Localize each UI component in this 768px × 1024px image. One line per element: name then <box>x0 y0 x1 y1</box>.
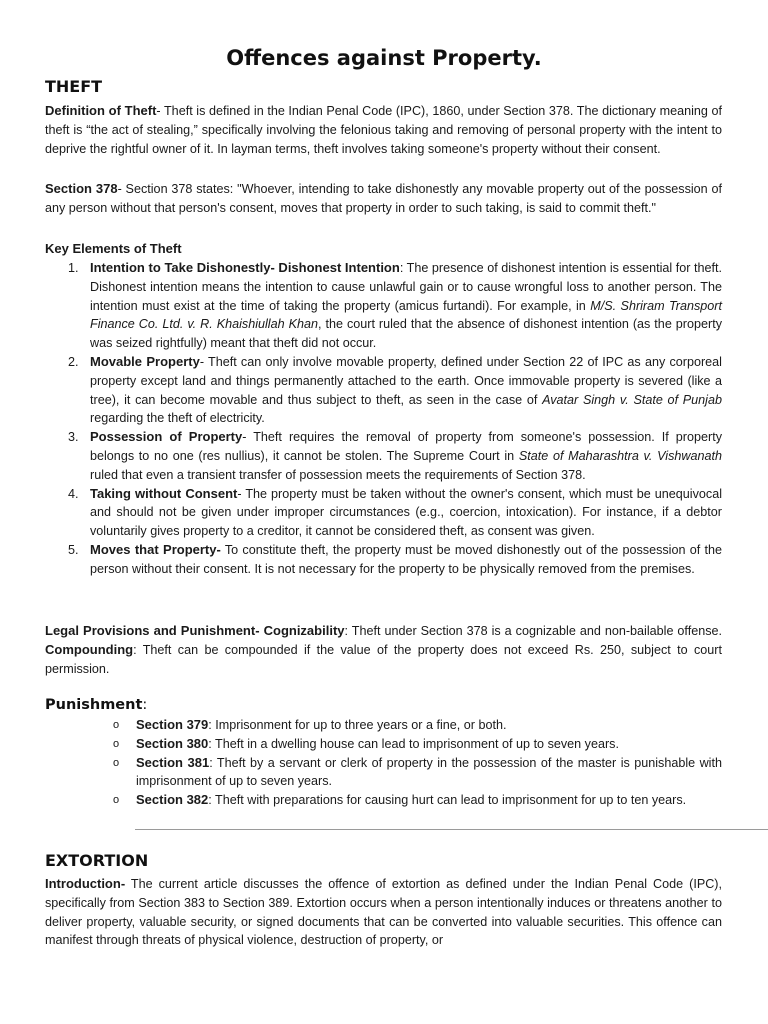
key-element-item: 4. Taking without Consent- The property must be taken without the owner's consent, which must be unequivocal and should not be given under improper circumstances (e.g., coercion, intoxication). For instance, if a debtor voluntarily gives property to a creditor, it cannot be considered theft, as consent was given. <box>68 485 722 539</box>
punishment-item: o Section 380: Theft in a dwelling house can lead to imprisonment of up to seven years. <box>45 735 722 754</box>
definition-text: - Theft is defined in the Indian Penal Code (IPC), 1860, under Section 378. The dictionary meaning of theft is “the act of stealing,” specifically involving the felonious taking and removing of personal property with the intent to deprive the rightful owner of it. In layman terms, theft involves taking someone's property without their consent. <box>45 104 723 156</box>
section-label: Section 382 <box>136 792 209 808</box>
bullet-icon: o <box>113 737 120 750</box>
key-element-label: Movable Property <box>90 353 200 369</box>
legal-provisions-label: Legal Provisions and Punishment- Cognizability <box>45 623 345 638</box>
punishment-list <box>45 716 722 810</box>
page-title: Offences against Property. <box>226 46 542 70</box>
bullet-icon: o <box>113 756 120 769</box>
extortion-intro-paragraph: Introduction- The current article discusses the offence of extortion as defined under the Indian Penal Code (IPC), specifically from Section 383 to Section 389. Extortion occurs when a person intentionally induces or threatens another to deliver property, valuable security, or signed documents that can be converted into valuable securities. This offence can manifest through threats of physical violence, destruction of property, or <box>45 876 722 948</box>
bullet-icon: o <box>113 719 120 731</box>
punishment-heading: Punishment: <box>45 697 148 713</box>
section-label: Section 381 <box>136 754 210 770</box>
bullet-icon: o <box>113 794 120 807</box>
horizontal-divider <box>135 829 768 830</box>
case-name: State of Maharashtra v. Vishwanath <box>518 448 722 463</box>
case-name: M/S. Shriram Transport Finance Co. Ltd. v. R. Khaishiullah Khan <box>90 298 722 332</box>
case-name: Avatar Singh v. State of Punjab <box>542 392 722 407</box>
key-element-item: 2. Movable Property- Theft can only involve movable property, defined under Section 22 of IPC as any corporeal property except land and things permanently attached to the earth. Once immovable property is severed (like a tree), it can become movable and thus subject to theft, as seen in the case of Avatar Singh v. State of Punjab regarding the theft of electricity. <box>68 353 722 426</box>
punishment-item: o Section 379: Imprisonment for up to three years or a fine, or both. <box>45 716 722 735</box>
compounding-label: Compounding <box>45 641 134 657</box>
punishment-item: o Section 382: Theft with preparations for causing hurt can lead to imprisonment for up to ten years. <box>45 791 722 810</box>
key-element-label: Taking without Consent <box>90 485 238 501</box>
punishment-item: o Section 381: Theft by a servant or clerk of property in the possession of the master is punishable with imprisonment of up to seven years. <box>113 754 722 789</box>
key-elements-heading: Key Elements of Theft <box>45 241 182 256</box>
key-elements-list <box>45 259 722 579</box>
key-element-label: Moves that Property- <box>90 541 221 557</box>
legal-provisions-paragraph: Legal Provisions and Punishment- Cognizability: Theft under Section 378 is a cognizable and non-bailable offense. Compounding: Theft can be compounded if the value of the property does not exceed Rs. 250, subject to court permission. <box>45 623 723 676</box>
definition-paragraph <box>45 102 722 158</box>
key-element-item: 5. Moves that Property- To constitute theft, the property must be moved dishonestly out of the possession of the person without their consent. It is not necessary for the property to be physically removed from the premises. <box>68 541 722 576</box>
key-element-label: Intention to Take Dishonestly- Dishonest Intention <box>90 260 400 275</box>
section-378-text: - Section 378 states: "Whoever, intending to take dishonestly any movable property out of the possession of any person without that person's consent, moves that property in order to such taking, is said to commit theft." <box>45 182 722 215</box>
section-label: Section 379 <box>136 717 209 732</box>
extortion-heading: EXTORTION <box>45 851 149 870</box>
key-element-label: Possession of Property <box>90 429 243 445</box>
section-378-paragraph <box>45 180 722 218</box>
key-element-item: 3. Possession of Property- Theft requires the removal of property from someone's possession. If property belongs to no one (res nullius), it cannot be stolen. The Supreme Court in State of Maharashtra v. Vishwanath ruled that even a transient transfer of possession meets the requirements of Section 378. <box>68 429 722 482</box>
introduction-label: Introduction- <box>45 876 126 891</box>
theft-heading: THEFT <box>45 77 103 96</box>
section-label: Section 380 <box>136 735 209 751</box>
key-element-item: 1. Intention to Take Dishonestly- Dishonest Intention: The presence of dishonest intention is essential for theft. Dishonest intention means the intention to cause unlawful gain or to cause wrongful loss to another person. The intention must exist at the time of taking the property (amicus furtandi). For example, in M/S. Shriram Transport Finance Co. Ltd. v. R. Khaishiullah Khan, the court ruled that the absence of dishonest intention (as the property was seized rightfully) meant that theft did not occur. <box>68 260 722 351</box>
definition-label: Definition of Theft <box>45 103 157 118</box>
section-378-label: Section 378 <box>45 181 118 196</box>
